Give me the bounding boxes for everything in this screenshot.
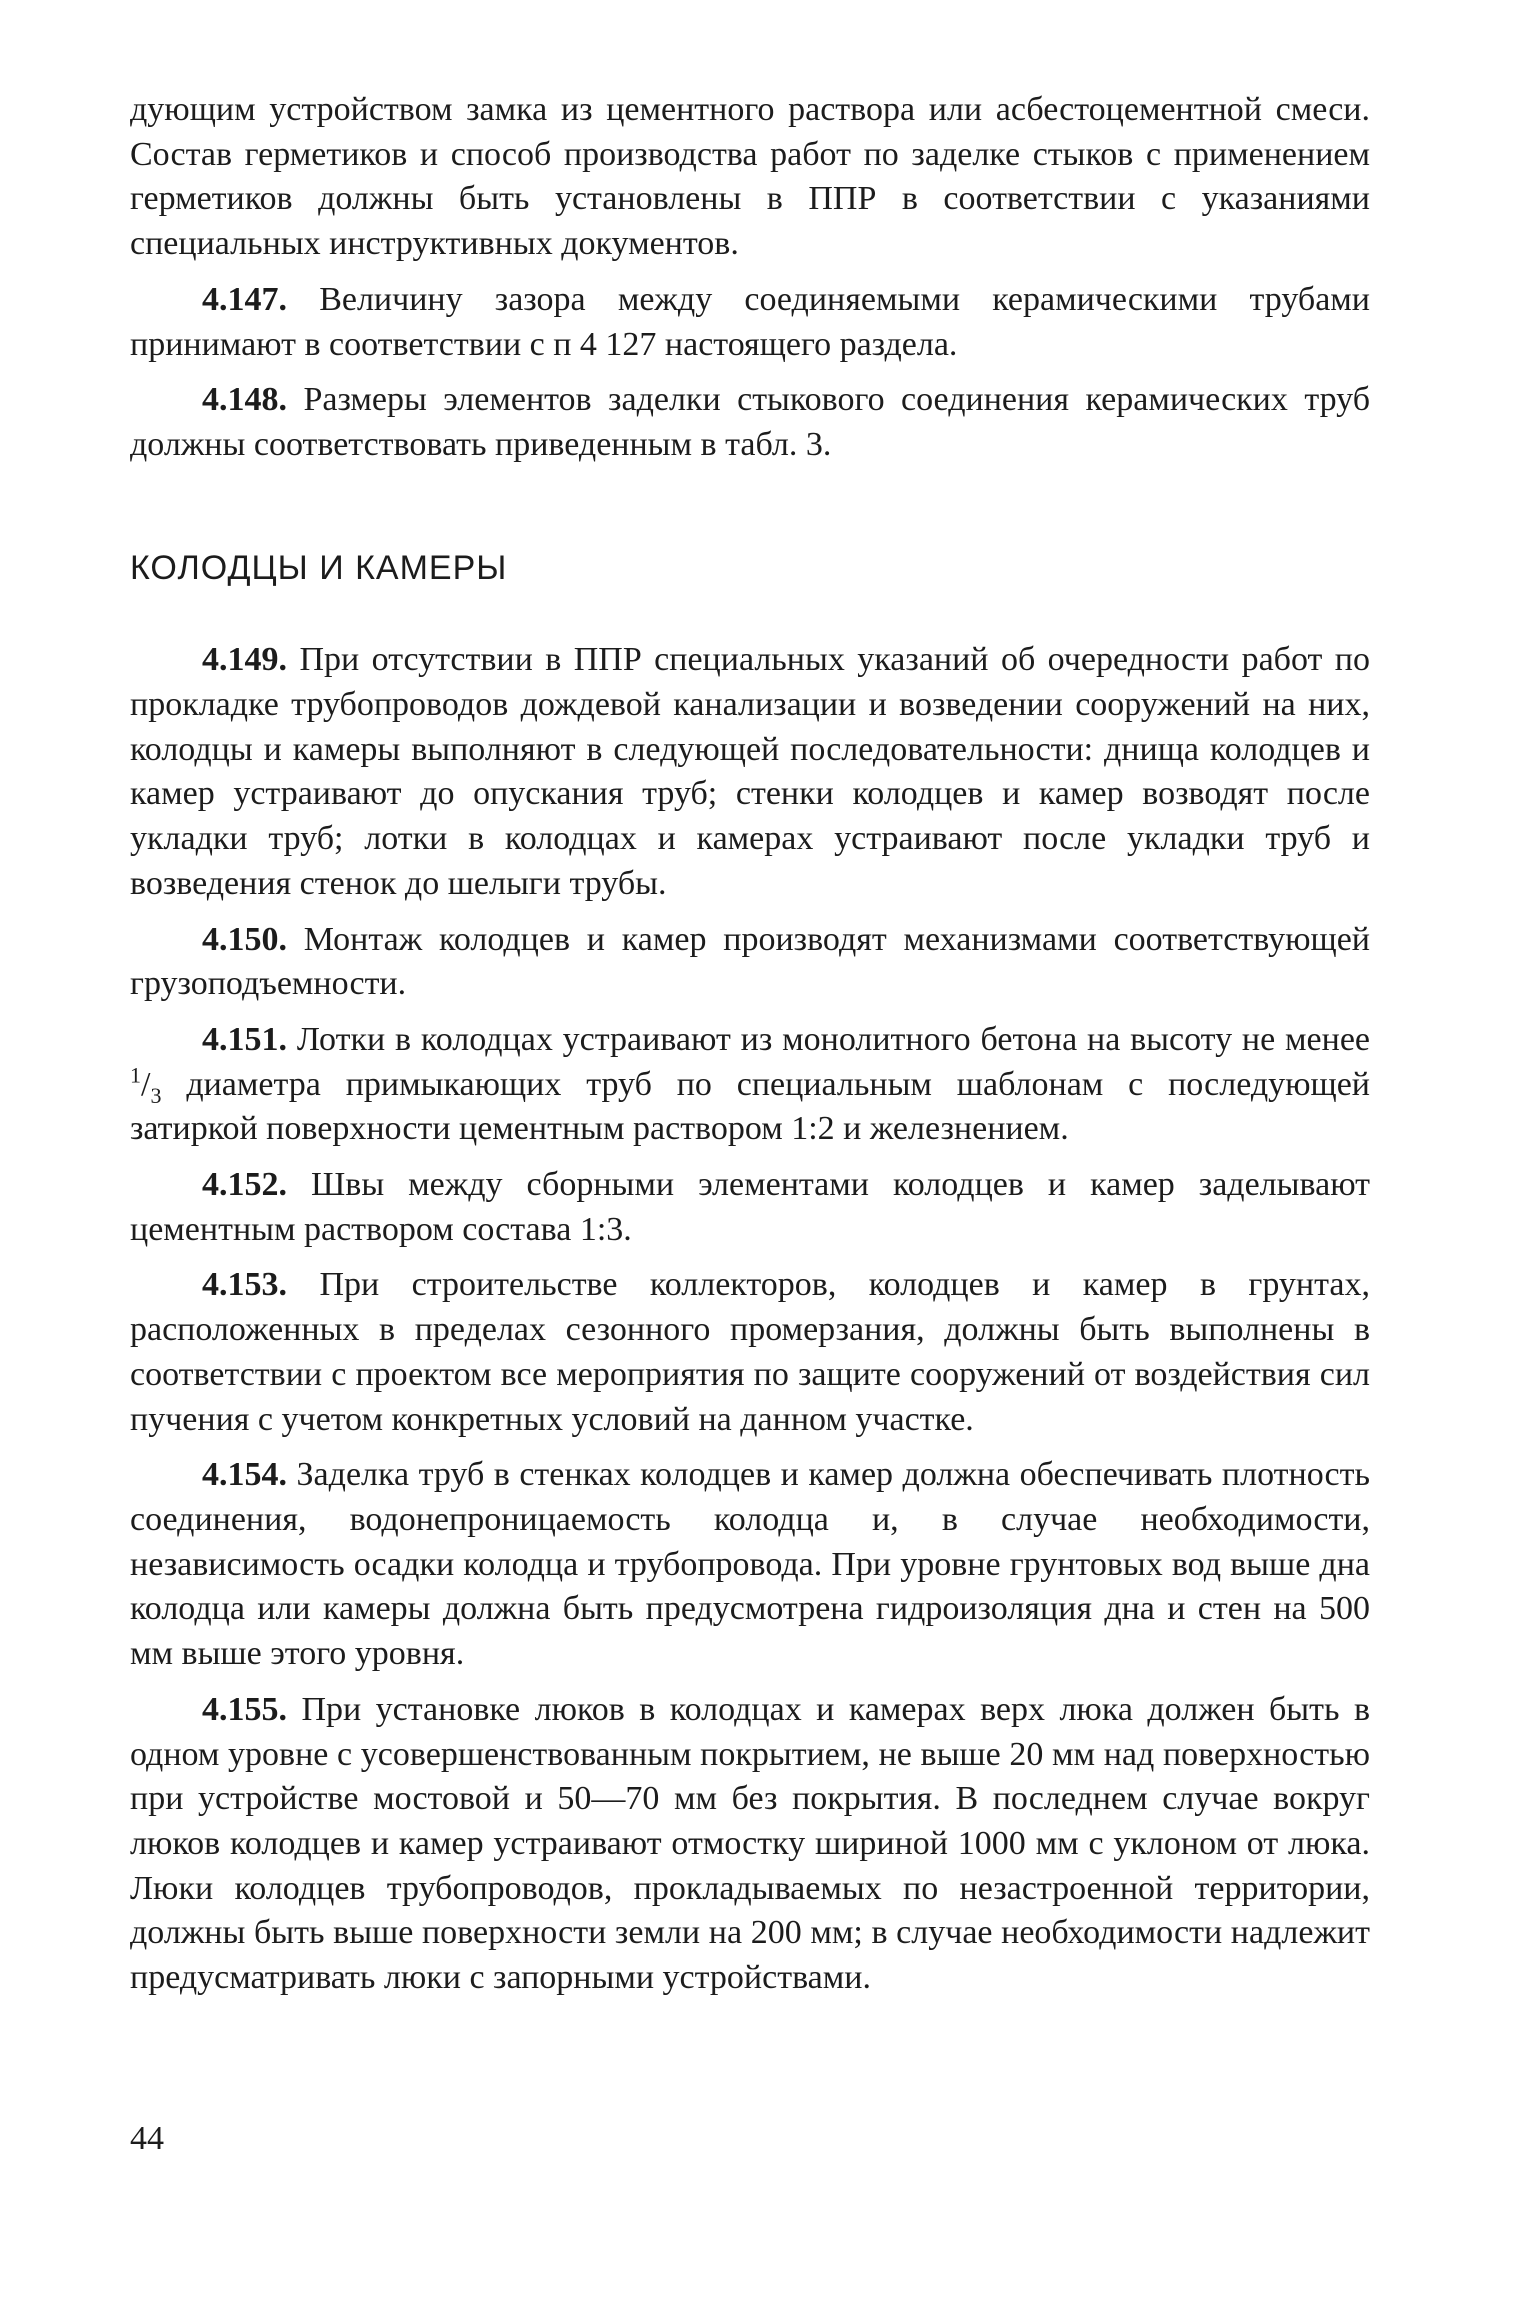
paragraph-4-149 (130, 638, 1370, 906)
paragraph-4-147 (130, 278, 1370, 367)
paragraph-text: Размеры элементов заделки стыкового соединения керамических труб должны соответствовать приведенным в табл. 3. (130, 381, 1370, 463)
paragraph-number: 4.149. (202, 641, 287, 679)
paragraph-number: 4.150. (202, 920, 287, 958)
fraction-numerator: 1 (130, 1062, 141, 1088)
paragraph-number: 4.152. (202, 1166, 287, 1204)
paragraph-number: 4.155. (202, 1690, 287, 1728)
section-title: КОЛОДЦЫ И КАМЕРЫ (130, 548, 508, 587)
paragraph-text: Лотки в колодцах устраивают из монолитного бетона на высоту не менее (296, 1020, 1371, 1058)
paragraph-text: Швы между сборными элементами колодцев и камер заделывают цементным раствором состава 1:3. (130, 1166, 1371, 1248)
paragraph-text: При отсутствии в ППР специальных указаний об очередности работ по прокладке трубопроводов дождевой канализации и возведении сооружений на них, колодцы и камеры выполняют в следующей последовательности: днища колодцев и камер устраивают до опускания труб; стенки колодцев и камер возводят после укладки труб; лотки в колодцах и камерах устраивают после укладки труб и возведения стенок до шелыги трубы. (130, 641, 1371, 902)
paragraph-4-155 (130, 1688, 1370, 2001)
paragraph-4-148 (130, 378, 1370, 467)
fraction: $^1/_3$ (130, 1062, 162, 1108)
paragraph-text: Величину зазора между соединяемыми керамическими трубами принимают в соответствии с п 4 127 настоящего раздела. (130, 280, 1370, 363)
intro-paragraph: дующим устройством замка из цементного раствора или асбестоцементной смеси. Состав герметиков и способ производства работ по заделке стыков с применением герметиков должны быть установлены в ППР в соответствии с указаниями специальных инструктивных документов. (130, 91, 1370, 263)
paragraph-number: 4.154. (202, 1456, 287, 1494)
paragraph-text: Монтаж колодцев и камер производят механизмами соответствующей грузоподъемности. (130, 920, 1370, 1003)
paragraph-4-152 (130, 1163, 1370, 1252)
paragraph-4-153 (130, 1263, 1370, 1442)
fraction-denominator: 3 (150, 1082, 162, 1108)
paragraph-number: 4.148. (202, 381, 287, 419)
paragraph-text: При установке люков в колодцах и камерах верх люка должен быть в одном уровне с усовершенствованным покрытием, не выше 20 мм над поверхностью при устройстве мостовой и 50—70 мм без покрытия. В последнем случае вокруг люков колодцев и камер устраивают отмостку шириной 1000 мм с уклоном от люка. Люки колодцев трубопроводов, прокладываемых по незастроенной территории, должны быть выше поверхности земли на 200 мм; в случае необходимости надлежит предусматривать люки с запорными устройствами. (130, 1690, 1371, 1997)
paragraph-text: диаметра примыкающих труб по специальным шаблонам с последующей затиркой поверхности цементным раствором 1:2 и железнением. (130, 1065, 1370, 1148)
paragraph-number: 4.151. (202, 1020, 287, 1058)
paragraph-text: При строительстве коллекторов, колодцев и камер в грунтах, расположенных в пределах сезонного промерзания, должны быть выполнены в соответствии с проектом все мероприятия по защите сооружений от воздействия сил пучения с учетом конкретных условий на данном участке. (130, 1266, 1370, 1438)
page-number: 44 (130, 2120, 164, 2157)
paragraph-text: Заделка труб в стенках колодцев и камер должна обеспечивать плотность соединения, водонепроницаемость колодца и, в случае необходимости, независимость осадки колодца и трубопровода. При уровне грунтовых вод выше дна колодца или камеры должна быть предусмотрена гидроизоляция дна и стен на 500 мм выше этого уровня. (130, 1456, 1371, 1673)
page-body (130, 88, 1370, 2012)
paragraph-4-150 (130, 918, 1370, 1007)
paragraph-4-151 (130, 1018, 1370, 1152)
paragraph-number: 4.147. (202, 280, 287, 318)
paragraph-4-154 (130, 1453, 1370, 1677)
paragraph-number: 4.153. (202, 1266, 287, 1304)
